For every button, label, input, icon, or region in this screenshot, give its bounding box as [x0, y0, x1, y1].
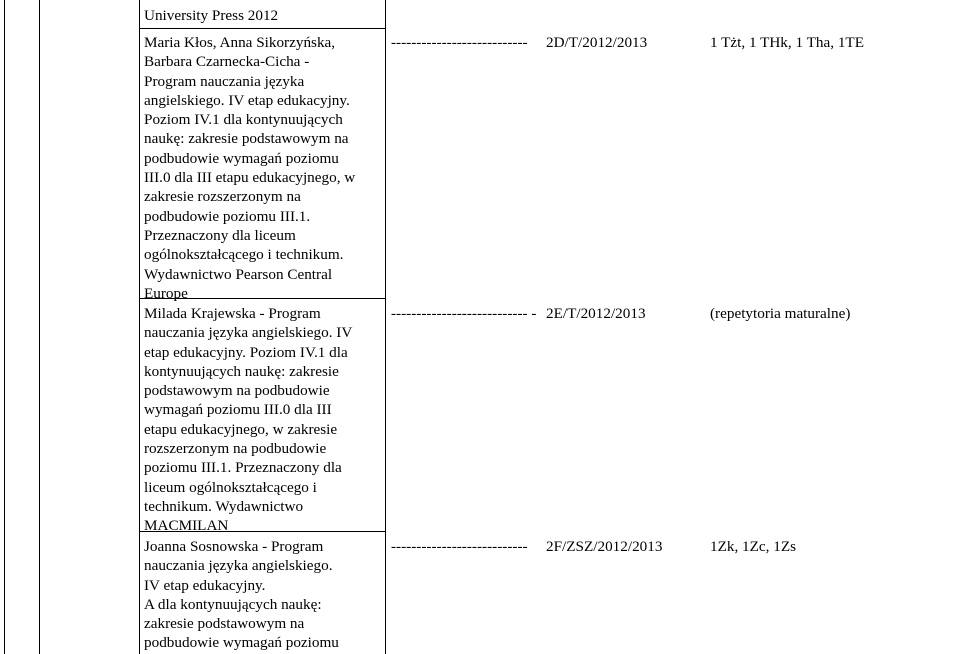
program-number: 2E/T/2012/2013	[546, 305, 646, 322]
program-description: Milada Krajewska - Program nauczania języka angielskiego. IV etap edukacyjny. Poziom IV.1 dla kontynuujących naukę: zakresie podstawowym na podbudowie wymagań poziomu III.0 dla III etapu edukacyjnego, w zakresie rozszerzonym na podbudowie poziomu III.1. Przeznaczony dla liceum ogólnokształcącego i technikum. Wydawnictwo MACMILAN	[144, 305, 353, 535]
table-column-divider	[139, 0, 140, 654]
program-description: Joanna Sosnowska - Program nauczania języka angielskiego. IV etap edukacyjny. A dla kontynuujących naukę: zakresie podstawowym na podbudowie wymagań poziomu	[144, 538, 339, 652]
class-list: 1Zk, 1Zc, 1Zs	[710, 538, 797, 555]
dash-placeholder: ---------------------------	[391, 34, 528, 51]
class-list: 1 Tżt, 1 THk, 1 Tha, 1TE	[710, 34, 864, 51]
program-description: Maria Kłos, Anna Sikorzyńska, Barbara Czarnecka-Cicha - Program nauczania języka angielskiego. IV etap edukacyjny. Poziom IV.1 dla kontynuujących naukę: zakresie podstawowym na podbudowie wymagań poziomu III.0 dla III etapu edukacyjnego, w zakresie rozszerzonym na podbudowie poziomu III.1. Przeznaczony dla liceum ogólnokształcącego i technikum. Wydawnictwo Pearson Central Europe	[144, 34, 356, 302]
table-column-divider	[39, 0, 40, 654]
dash-placeholder: ---------------------------	[391, 538, 528, 555]
dash-placeholder: --------------------------- -	[391, 305, 537, 322]
program-description: University Press 2012	[144, 7, 279, 24]
class-list: (repetytoria maturalne)	[710, 305, 851, 322]
program-number: 2F/ZSZ/2012/2013	[546, 538, 663, 555]
table-column-divider	[385, 0, 386, 654]
table-row-divider	[139, 28, 385, 29]
table-border-left	[4, 0, 5, 654]
program-number: 2D/T/2012/2013	[546, 34, 648, 51]
